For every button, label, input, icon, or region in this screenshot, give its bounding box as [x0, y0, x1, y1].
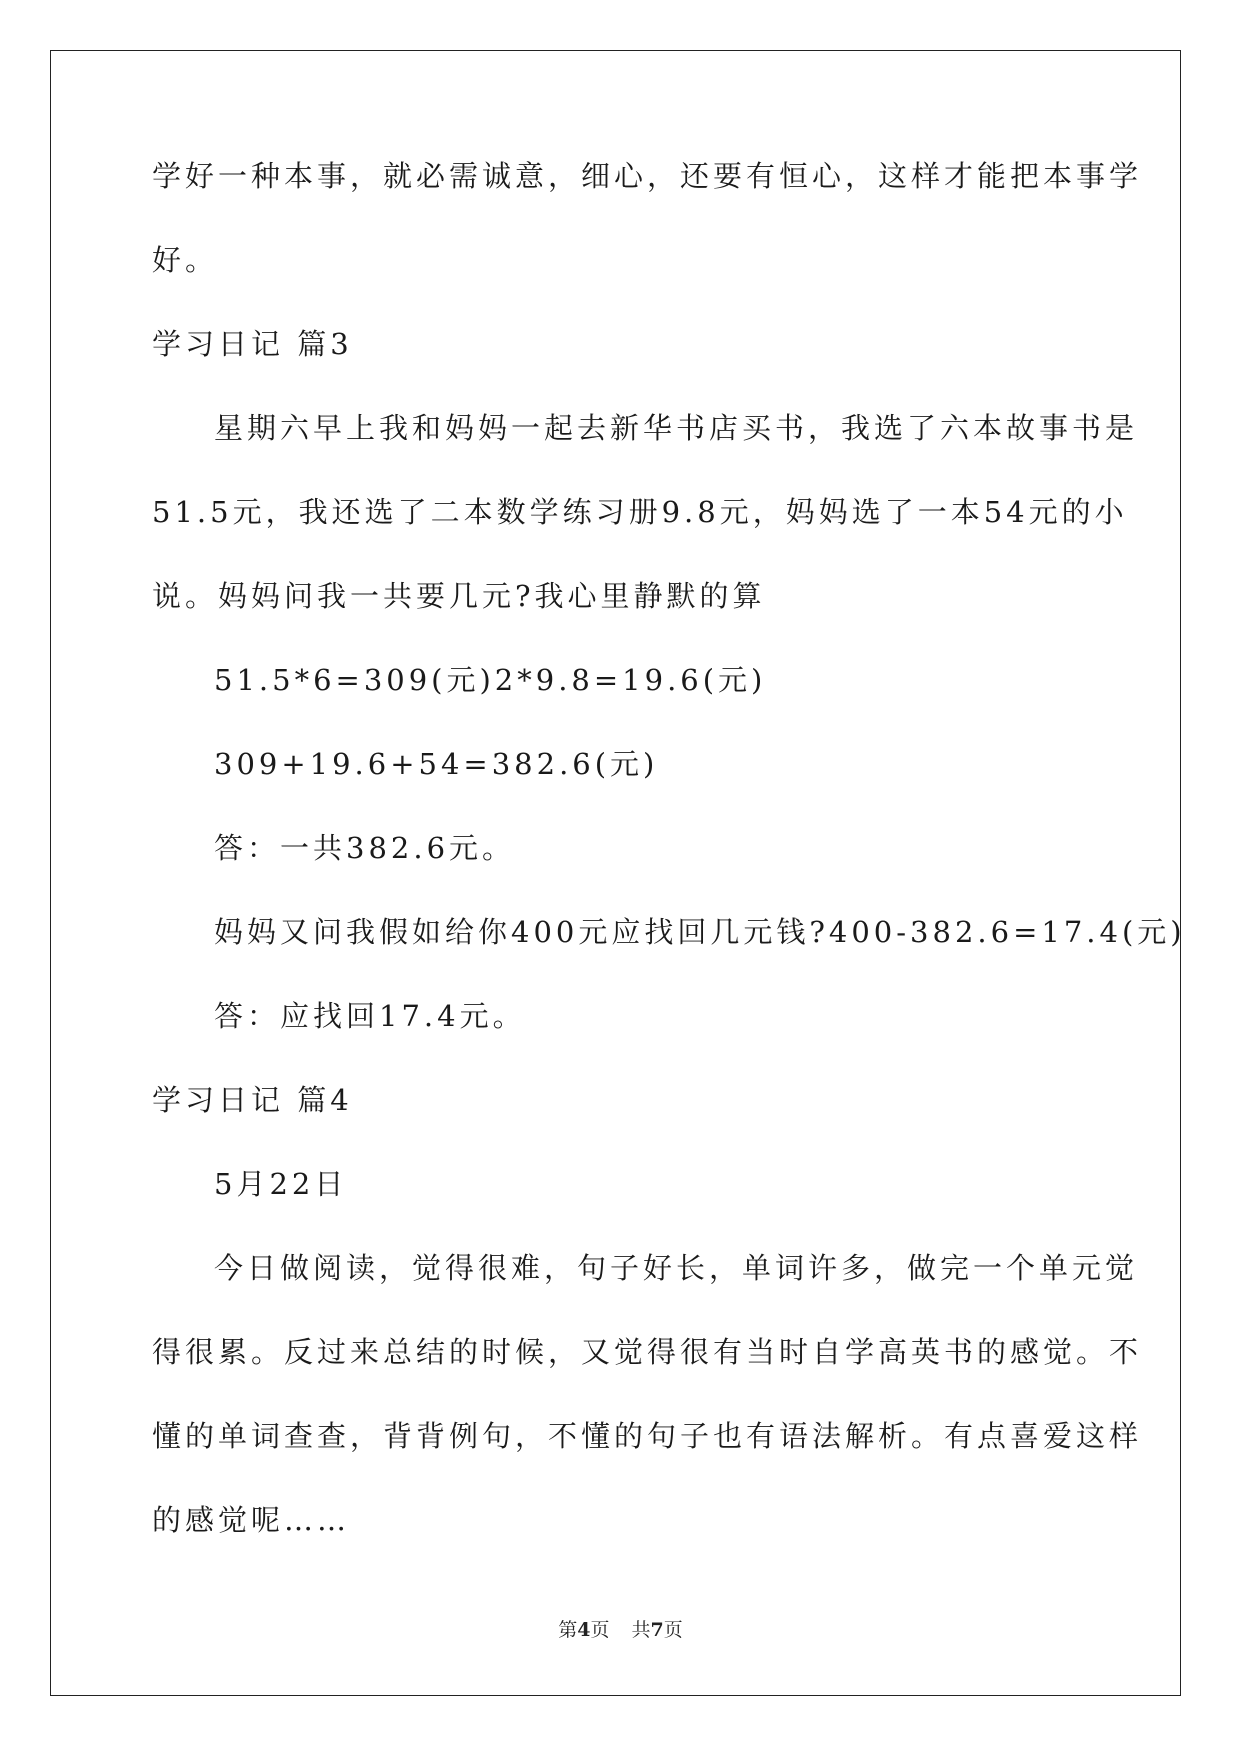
total-pages: 7: [650, 1619, 664, 1641]
section-heading: 学习日记 篇4: [152, 1083, 353, 1117]
paragraph-line: 今日做阅读，觉得很难，句子好长，单词许多，做完一个单元觉: [214, 1251, 1139, 1285]
page-prefix: 第: [558, 1619, 578, 1641]
total-suffix: 页: [663, 1619, 683, 1641]
text-line: 的感觉呢……: [152, 1503, 351, 1537]
page-suffix: 页: [590, 1619, 610, 1641]
text-line: 51.5元，我还选了二本数学练习册9.8元，妈妈选了一本54元的小: [152, 495, 1128, 529]
text-line: 懂的单词查查，背背例句，不懂的句子也有语法解析。有点喜爱这样: [152, 1419, 1143, 1453]
paragraph-line: 妈妈又问我假如给你400元应找回几元钱?400-382.6=17.4(元): [214, 915, 1186, 949]
text-line: 好。: [152, 243, 219, 277]
document-body: [152, 158, 1186, 1586]
equation-line: 309+19.6+54=382.6(元): [214, 747, 659, 781]
total-prefix: 共: [631, 1619, 651, 1641]
text-line: 得很累。反过来总结的时候，又觉得很有当时自学高英书的感觉。不: [152, 1335, 1143, 1369]
page-number: 4: [577, 1619, 591, 1641]
text-line: 学好一种本事，就必需诚意，细心，还要有恒心，这样才能把本事学: [152, 159, 1143, 193]
answer-line: 答：应找回17.4元。: [214, 999, 526, 1033]
date-line: 5月22日: [214, 1167, 348, 1201]
text-line: 说。妈妈问我一共要几元?我心里静默的算: [152, 579, 766, 613]
paragraph-line: 星期六早上我和妈妈一起去新华书店买书，我选了六本故事书是: [214, 411, 1139, 445]
answer-line: 答：一共382.6元。: [214, 831, 516, 865]
equation-line: 51.5*6=309(元)2*9.8=19.6(元): [214, 663, 767, 697]
page-footer: [0, 1615, 1241, 1642]
section-heading: 学习日记 篇3: [152, 327, 353, 361]
